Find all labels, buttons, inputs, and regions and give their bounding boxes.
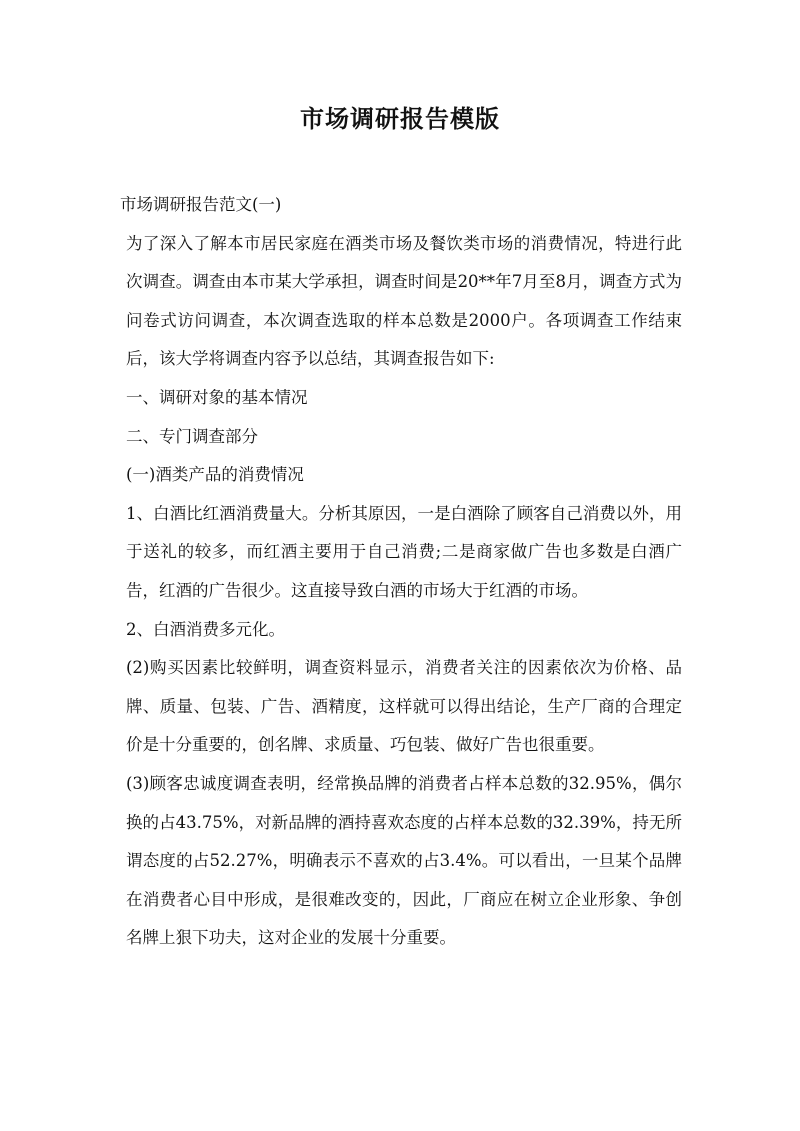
document-body [120,186,682,958]
intro-paragraph: 为了深入了解本市居民家庭在酒类市场及餐饮类市场的消费情况，特进行此次调查。调查由本市某大学承担，调查时间是20**年7月至8月，调查方式为问卷式访问调查，本次调查选取的样本总数是2000户。各项调查工作结束后，该大学将调查内容予以总结，其调查报告如下: [126,233,682,369]
section-heading-basic-info: 一、调研对象的基本情况 [126,387,308,407]
paragraph-purchase-factors: (2)购买因素比较鲜明，调查资料显示，消费者关注的因素依次为价格、品牌、质量、包装、广告、酒精度，这样就可以得出结论，生产厂商的合理定价是十分重要的，创名牌、求质量、巧包装、做好广告也很重要。 [126,658,682,755]
paragraph-customer-loyalty: (3)顾客忠诚度调查表明，经常换品牌的消费者占样本总数的32.95%，偶尔换的占43.75%，对新品牌的酒持喜欢态度的占样本总数的32.39%，持无所谓态度的占52.27%，明确表示不喜欢的占3.4%。可以看出，一旦某个品牌在消费者心目中形成，是很难改变的，因此，厂商应在树立企业形象、争创名牌上狠下功夫，这对企业的发展十分重要。 [126,773,682,948]
paragraph-baijiu-vs-wine: 1、白酒比红酒消费量大。分析其原因，一是白酒除了顾客自己消费以外，用于送礼的较多，而红酒主要用于自己消费;二是商家做广告也多数是白酒广告，红酒的广告很少。这直接导致白酒的市场大于红酒的市场。 [126,503,682,600]
document-title: 市场调研报告模版 [300,104,500,133]
section-subtitle: 市场调研报告范文(一) [120,195,282,214]
paragraph-baijiu-diversification: 2、白酒消费多元化。 [126,619,285,639]
section-heading-special-survey: 二、专门调查部分 [126,426,258,446]
subsection-heading-alcohol-consumption: (一)酒类产品的消费情况 [126,465,304,485]
